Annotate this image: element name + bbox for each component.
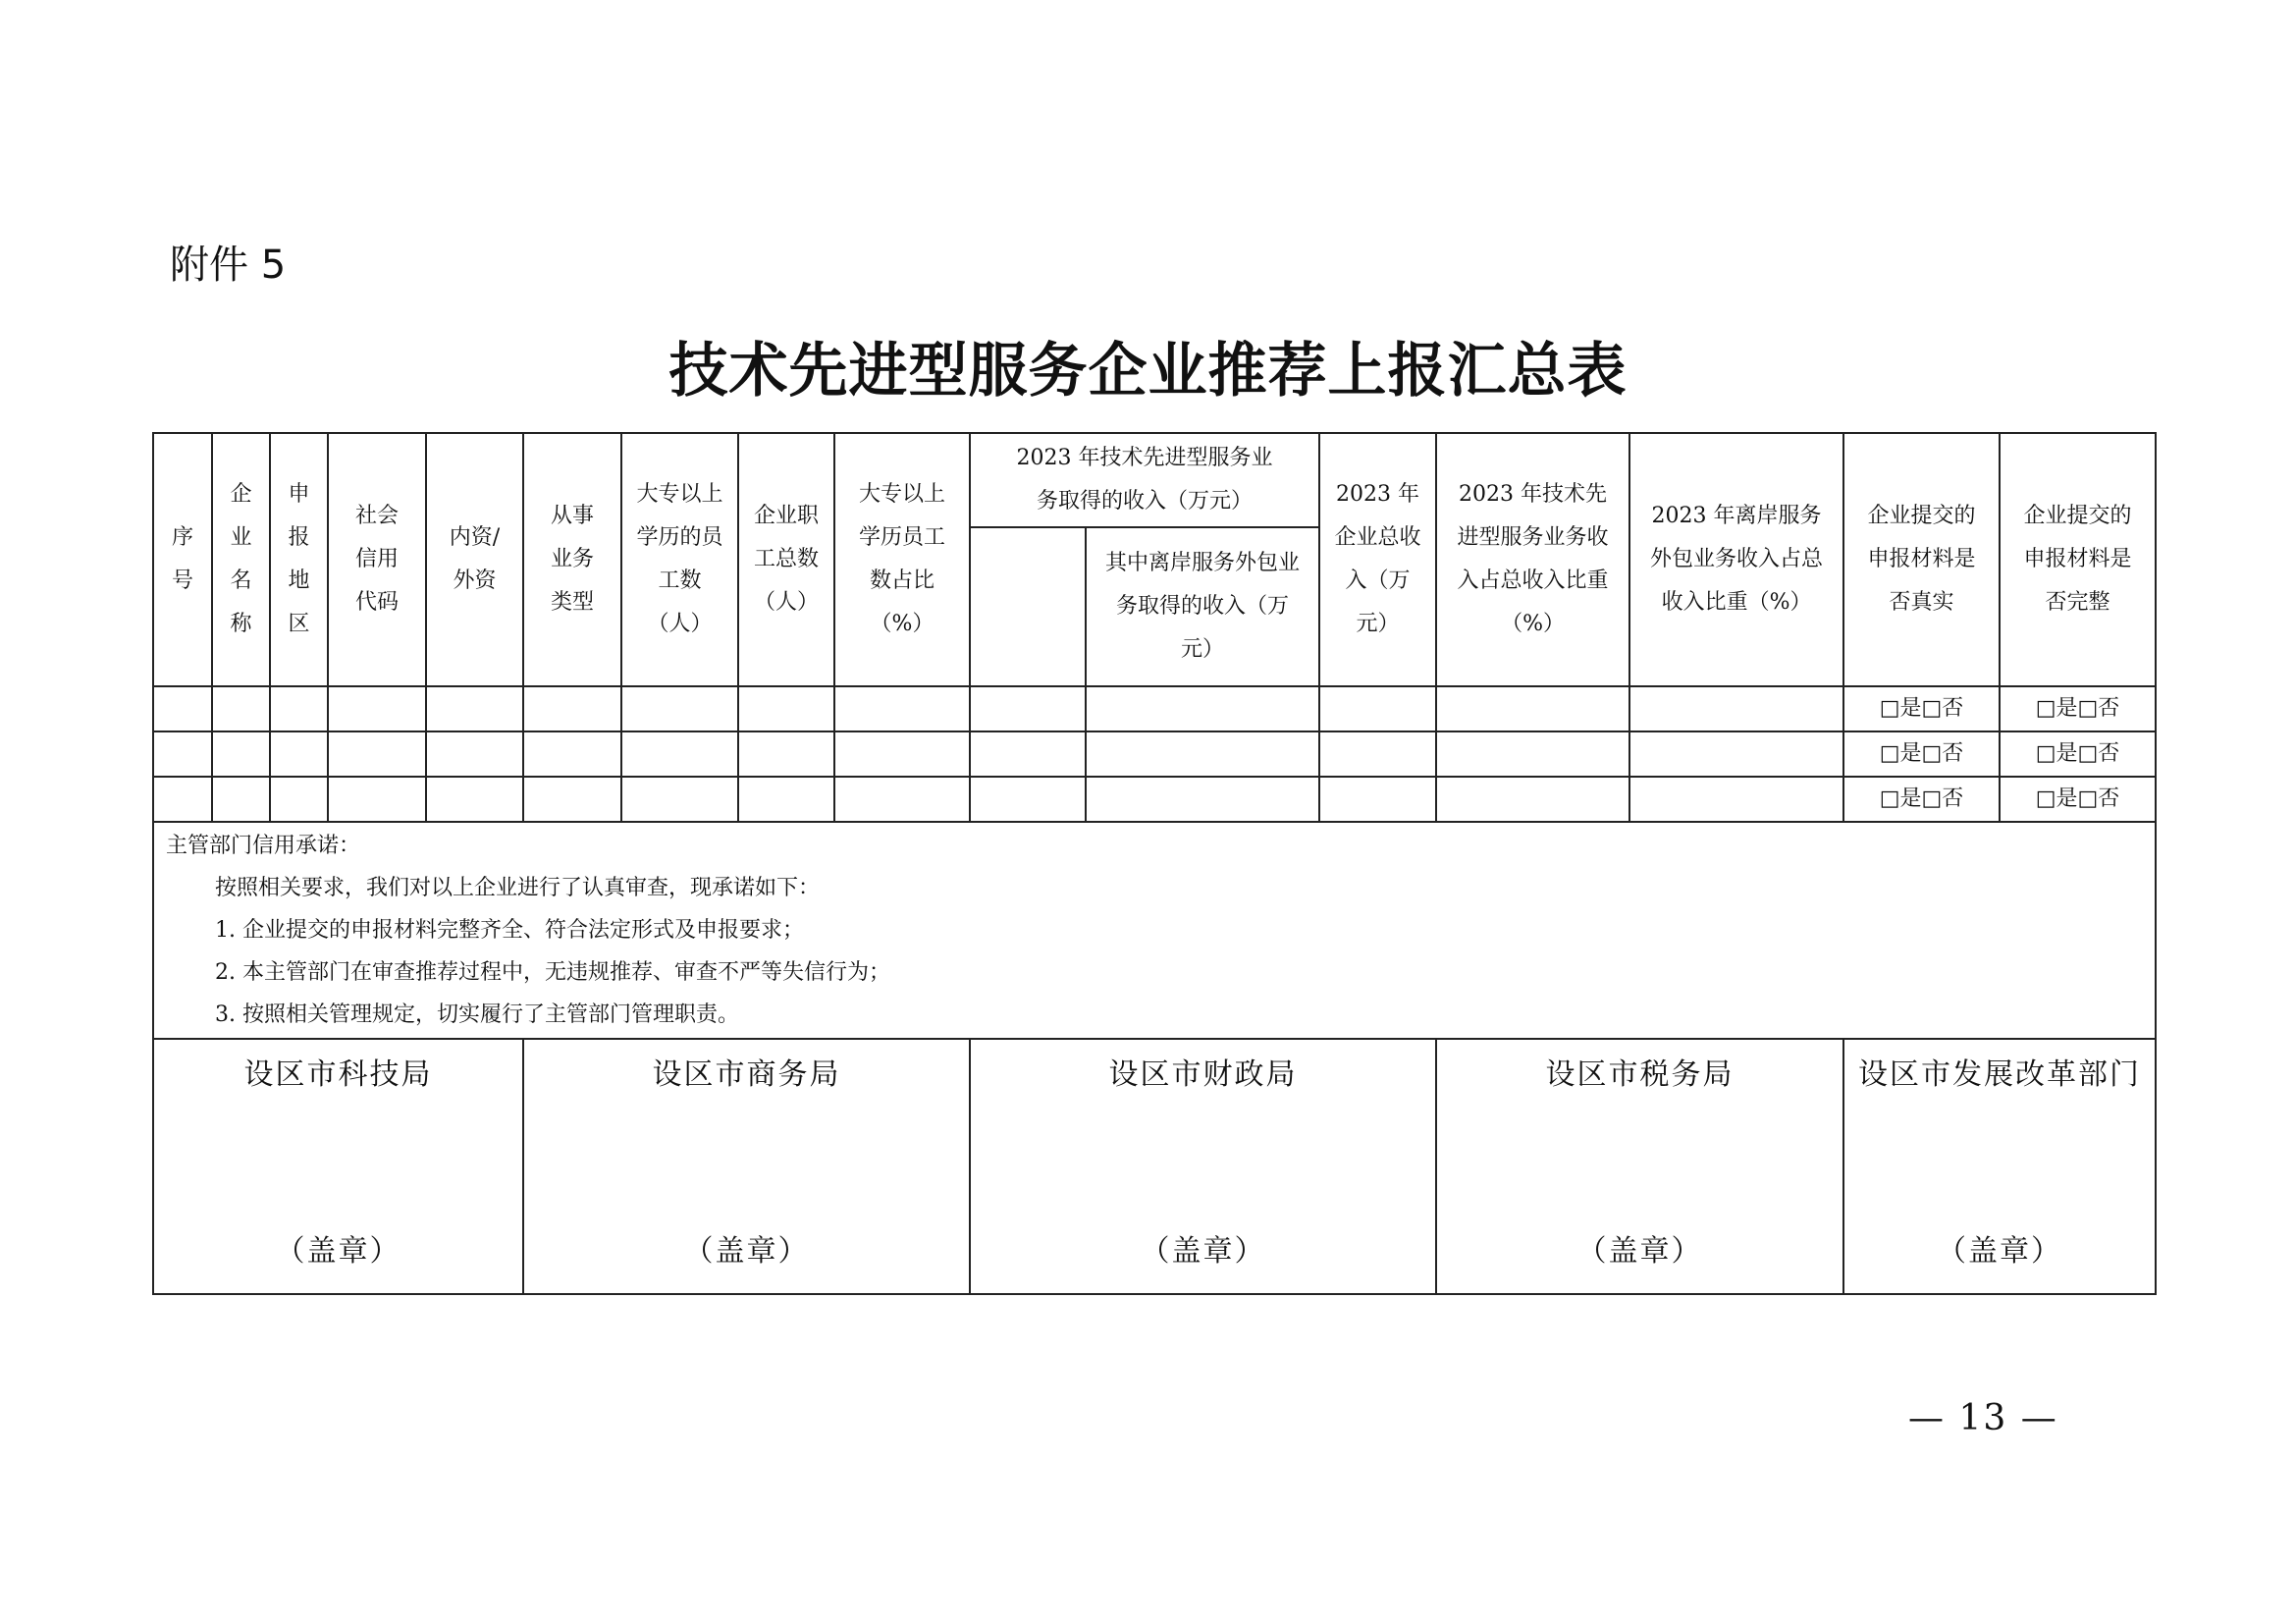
- summary-table: [152, 432, 2157, 1295]
- header-total-staff: 企业职工总数（人）: [738, 433, 834, 686]
- dept-development-reform: 设区市发展改革部门: [1858, 1057, 2142, 1092]
- commitment-item-1: 1. 企业提交的申报材料完整齐全、符合法定形式及申报要求；: [215, 918, 804, 943]
- sign-cell-tax: [1436, 1039, 1843, 1294]
- materials-true-checkbox[interactable]: □是□否: [1843, 731, 2000, 777]
- dept-commerce-bureau: 设区市商务局: [652, 1057, 841, 1092]
- materials-true-checkbox[interactable]: □是□否: [1843, 686, 2000, 731]
- commitment-heading: 主管部门信用承诺：: [166, 834, 361, 858]
- page-number: — 13 —: [1908, 1398, 2058, 1438]
- header-offshore-income: 其中离岸服务外包业务取得的收入（万元）: [1086, 527, 1319, 686]
- table-row: [153, 777, 2156, 822]
- header-materials-complete: 企业提交的申报材料是否完整: [2000, 433, 2156, 686]
- sign-cell-science: [153, 1039, 523, 1294]
- table-row: [153, 731, 2156, 777]
- dept-tax-bureau: 设区市税务局: [1545, 1057, 1735, 1092]
- commitment-intro: 按照相关要求，我们对以上企业进行了认真审查，现承诺如下：: [215, 876, 821, 900]
- dept-science-bureau: 设区市科技局: [243, 1057, 433, 1092]
- materials-complete-checkbox[interactable]: □是□否: [2000, 686, 2156, 731]
- header-seq: 序号: [153, 433, 212, 686]
- header-tech-income: 2023 年技术先进型服务业务取得的收入（万元）: [970, 433, 1319, 527]
- header-offshore-ratio: 2023 年离岸服务外包业务收入占总收入比重（%）: [1629, 433, 1843, 686]
- stamp-label: （盖章）: [1937, 1234, 2063, 1269]
- materials-complete-checkbox[interactable]: □是□否: [2000, 777, 2156, 822]
- credit-commitment: [153, 822, 2156, 1039]
- materials-complete-checkbox[interactable]: □是□否: [2000, 731, 2156, 777]
- stamp-label: （盖章）: [275, 1234, 401, 1269]
- commitment-item-3: 3. 按照相关管理规定，切实履行了主管部门管理职责。: [215, 1002, 739, 1027]
- header-business-type: 从事业务类型: [523, 433, 621, 686]
- page-title: 技术先进型服务企业推荐上报汇总表: [668, 337, 1628, 406]
- dept-finance-bureau: 设区市财政局: [1108, 1057, 1298, 1092]
- header-college-ratio: 大专以上学历员工数占比（%）: [834, 433, 970, 686]
- header-company-name: 企业名称: [212, 433, 270, 686]
- sign-cell-commerce: [523, 1039, 970, 1294]
- stamp-label: （盖章）: [1576, 1234, 1703, 1269]
- sign-cell-development: [1843, 1039, 2156, 1294]
- table-row: [153, 686, 2156, 731]
- header-total-income: 2023 年企业总收入（万元）: [1319, 433, 1436, 686]
- header-tech-income-ratio: 2023 年技术先进型服务业务收入占总收入比重（%）: [1436, 433, 1629, 686]
- header-materials-true: 企业提交的申报材料是否真实: [1843, 433, 2000, 686]
- header-credit-code: 社会信用代码: [328, 433, 426, 686]
- stamp-label: （盖章）: [683, 1234, 810, 1269]
- materials-true-checkbox[interactable]: □是□否: [1843, 777, 2000, 822]
- stamp-label: （盖章）: [1140, 1234, 1266, 1269]
- attachment-label: 附件 5: [170, 243, 287, 288]
- sign-cell-finance: [970, 1039, 1436, 1294]
- commitment-item-2: 2. 本主管部门在审查推荐过程中，无违规推荐、审查不严等失信行为；: [215, 960, 890, 985]
- header-tech-income-sub-blank: [970, 527, 1086, 686]
- header-college-staff: 大专以上学历的员工数（人）: [621, 433, 738, 686]
- header-region: 申报地区: [270, 433, 328, 686]
- header-capital-type: 内资/外资: [426, 433, 523, 686]
